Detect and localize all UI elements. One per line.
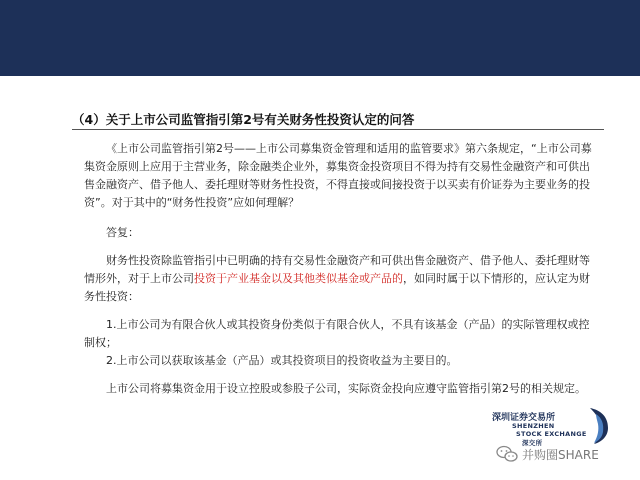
section-heading: （4）关于上市公司监管指引第2号有关财务性投资认定的问答	[72, 112, 415, 127]
condition-item-1: 1.上市公司为有限合伙人或其投资身份类似于有限合伙人，不具有该基金（产品）的实际管理权或控制权；	[84, 318, 590, 349]
szse-logo	[492, 406, 612, 446]
answer-text-part1: 财务性投资除监管指引中已明确的持有交易性金融资产和可供出售金融资产、借予他人、委托理财等情形外，对于上市公司	[84, 254, 590, 285]
answer-label: 答复：	[106, 226, 139, 239]
wechat-watermark	[496, 444, 599, 464]
condition-item-2: 2.上市公司以获取该基金（产品）或其投资项目的投资收益为主要目的。	[106, 354, 458, 367]
logo-name-en-3: 深交所	[522, 439, 543, 447]
logo-name-en-1: SHENZHEN	[512, 422, 555, 430]
watermark-text: 并购圈SHARE	[522, 447, 599, 462]
answer-paragraph	[84, 252, 594, 306]
answer-highlight: 投资于产业基金以及其他类似基金或产品的	[194, 272, 403, 285]
slide-body	[84, 140, 594, 398]
heading-divider	[72, 129, 604, 130]
wechat-icon	[496, 445, 518, 463]
logo-name-en-2: STOCK EXCHANGE	[516, 430, 587, 438]
closing-paragraph: 上市公司将募集资金用于设立控股或参股子公司，实际资金投向应遵守监管指引第2号的相关规定。	[106, 382, 586, 395]
answer-text-part2: ，如同时属于以下情形的，应认定为财务性投资：	[84, 272, 590, 303]
logo-name-cn: 深圳证券交易所	[492, 413, 556, 423]
header-bar	[0, 0, 640, 76]
question-paragraph: 《上市公司监管指引第2号——上市公司募集资金管理和适用的监管要求》第六条规定，“上市公司募集资金原则上应用于主营业务，除金融类企业外，募集资金投资项目不得为持有交易性金融资产和可供出售金融资产、借予他人、委托理财等财务性投资，不得直接或间接投资于以买卖有价证券为主要业务的投资”。对于其中的“财务性投资”应如何理解？	[84, 142, 592, 209]
szse-logo-mark-icon	[586, 406, 612, 446]
